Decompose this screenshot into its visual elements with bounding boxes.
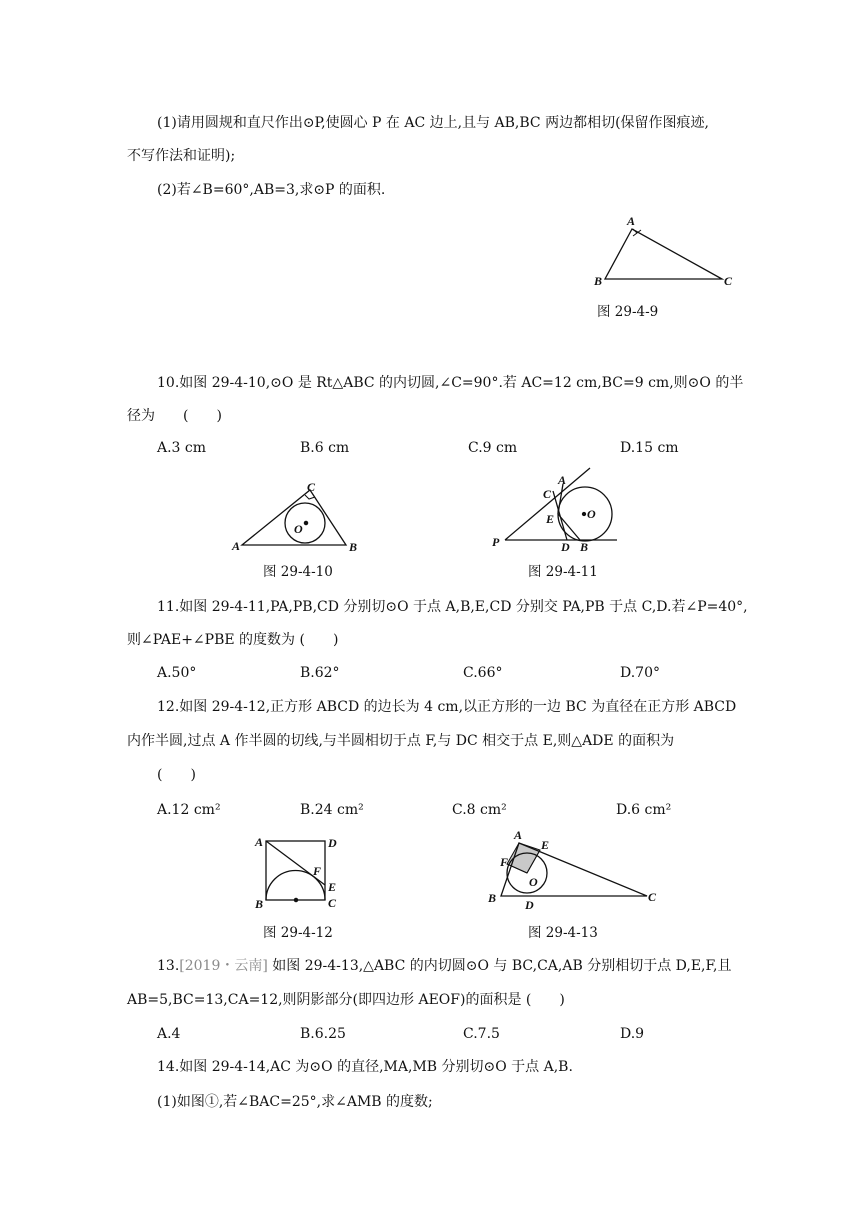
label-a: A <box>232 539 241 553</box>
q11-option-c: C.66° <box>463 665 503 681</box>
q10-line2: 径为 ( ) <box>127 408 222 424</box>
label-e: E <box>328 880 337 894</box>
label-d: D <box>328 836 337 850</box>
label-o: O <box>294 522 303 536</box>
label-c: C <box>648 890 657 904</box>
figure-29-4-10-caption: 图 29-4-10 <box>263 564 333 580</box>
q13-option-d: D.9 <box>620 1026 645 1042</box>
figure-29-4-13-caption: 图 29-4-13 <box>528 925 598 941</box>
label-d: D <box>525 898 534 912</box>
label-b: B <box>488 891 497 905</box>
q13-option-b: B.6.25 <box>300 1026 346 1042</box>
label-c: C <box>543 487 552 501</box>
q9-part1-line1: (1)请用圆规和直尺作出⊙P,使圆心 P 在 AC 边上,且与 AB,BC 两边都相切(保留作图痕迹, <box>157 115 710 131</box>
label-a: A <box>558 473 567 487</box>
figure-29-4-9-caption: 图 29-4-9 <box>597 304 659 320</box>
q11-option-d: D.70° <box>620 665 660 681</box>
q10-option-b: B.6 cm <box>300 440 350 456</box>
q12-option-d: D.6 cm² <box>616 802 672 818</box>
q13-option-c: C.7.5 <box>463 1026 500 1042</box>
q14-line1: 14.如图 29-4-14,AC 为⊙O 的直径,MA,MB 分别切⊙O 于点 A,B. <box>157 1059 573 1075</box>
label-c: C <box>724 274 733 288</box>
q13-option-a: A.4 <box>157 1026 181 1042</box>
label-b: B <box>580 540 589 554</box>
q12-option-c: C.8 cm² <box>452 802 507 818</box>
label-c: C <box>328 896 337 910</box>
q10-line1: 10.如图 29-4-10,⊙O 是 Rt△ABC 的内切圆,∠C=90°.若 AC=12 cm,BC=9 cm,则⊙O 的半 <box>157 375 744 391</box>
q12-line2: 内作半圆,过点 A 作半圆的切线,与半圆相切于点 F,与 DC 相交于点 E,则△ADE 的面积为 <box>127 733 675 749</box>
label-b: B <box>594 274 603 288</box>
label-o: O <box>529 875 538 889</box>
label-f: F <box>500 855 509 869</box>
q10-option-d: D.15 cm <box>620 440 679 456</box>
label-d: D <box>561 540 570 554</box>
label-e: E <box>546 512 555 526</box>
label-e: E <box>541 838 550 852</box>
label-a: A <box>255 835 264 849</box>
q12-option-b: B.24 cm² <box>300 802 364 818</box>
q11-line1: 11.如图 29-4-11,PA,PB,CD 分别切⊙O 于点 A,B,E,CD 分别交 PA,PB 于点 C,D.若∠P=40°, <box>157 599 748 615</box>
figure-29-4-12-caption: 图 29-4-12 <box>263 925 333 941</box>
q11-option-a: A.50° <box>157 665 197 681</box>
q13-line1-text: 如图 29-4-13,△ABC 的内切圆⊙O 与 BC,CA,AB 分别相切于点 D,E,F,且 <box>267 958 732 974</box>
q11-option-b: B.62° <box>300 665 340 681</box>
q11-line2: 则∠PAE+∠PBE 的度数为 ( ) <box>127 632 339 648</box>
label-p: P <box>492 535 500 549</box>
q10-option-a: A.3 cm <box>157 440 207 456</box>
q12-line3: ( ) <box>157 767 196 783</box>
q13-line2: AB=5,BC=13,CA=12,则阴影部分(即四边形 AEOF)的面积是 ( ) <box>127 992 565 1008</box>
label-a: A <box>627 214 636 228</box>
q14-part1: (1)如图①,若∠BAC=25°,求∠AMB 的度数; <box>157 1094 433 1110</box>
label-f: F <box>313 864 322 878</box>
q10-option-c: C.9 cm <box>468 440 518 456</box>
label-a: A <box>514 828 523 842</box>
q12-option-a: A.12 cm² <box>157 802 221 818</box>
label-o: O <box>587 507 596 521</box>
q13-source: [2019・云南] <box>179 958 268 974</box>
q13-line1: 13.[2019・云南] 如图 29-4-13,△ABC 的内切圆⊙O 与 BC,CA,AB 分别相切于点 D,E,F,且 <box>157 958 732 974</box>
label-c: C <box>307 480 316 494</box>
label-b: B <box>349 540 358 554</box>
q9-part2: (2)若∠B=60°,AB=3,求⊙P 的面积. <box>157 182 386 198</box>
figure-29-4-11-caption: 图 29-4-11 <box>528 564 598 580</box>
q9-part1-line2: 不写作法和证明); <box>127 148 236 164</box>
label-b: B <box>255 897 264 911</box>
q12-line1: 12.如图 29-4-12,正方形 ABCD 的边长为 4 cm,以正方形的一边 BC 为直径在正方形 ABCD <box>157 699 737 715</box>
